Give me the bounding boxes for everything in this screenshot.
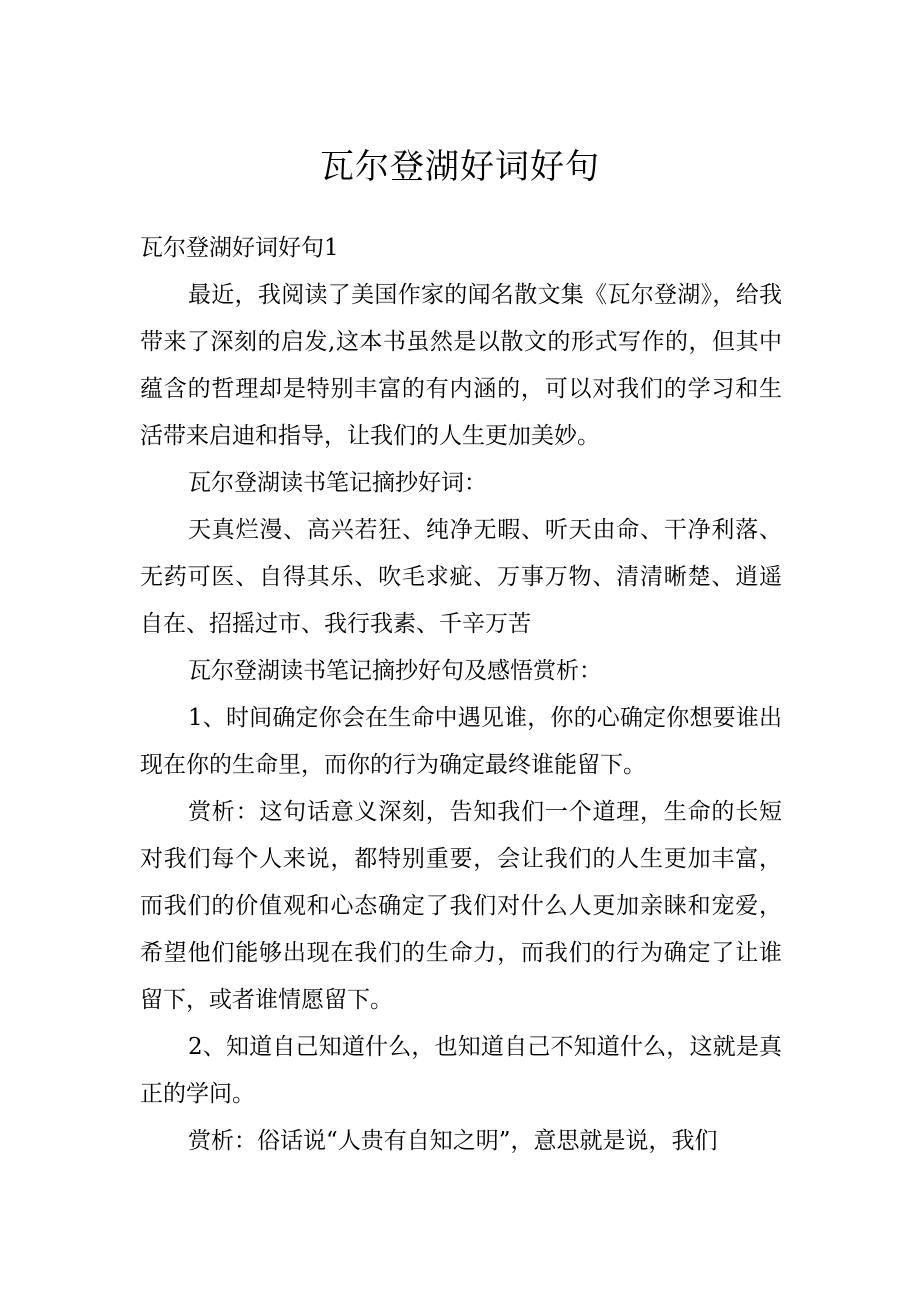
section-heading: 瓦尔登湖好词好句1 <box>140 235 339 261</box>
document-title: 瓦尔登湖好词好句 <box>320 147 600 187</box>
paragraph-good-words: 天真烂漫、高兴若狂、纯净无暇、听天由命、干净利落、无药可医、自得其乐、吹毛求疵、万事万物、清清晰楚、逍遥自在、招摇过市、我行我素、千辛万苦 <box>140 517 782 637</box>
paragraph-analysis-1: 赏析：这句话意义深刻，告知我们一个道理，生命的长短对我们每个人来说，都特别重要，会让我们的人生更加丰富，而我们的价值观和心态确定了我们对什么人更加亲睐和宠爱，希望他们能够出现在我们的生命力，而我们的行为确定了让谁留下，或者谁情愿留下。 <box>140 799 782 1013</box>
paragraph-good-sentences-heading: 瓦尔登湖读书笔记摘抄好句及感悟赏析： <box>188 658 602 684</box>
document-body <box>140 225 782 1165</box>
paragraph-good-words-heading: 瓦尔登湖读书笔记摘抄好词： <box>188 470 487 496</box>
paragraph-quote-1: 1、时间确定你会在生命中遇见谁，你的心确定你想要谁出现在你的生命里，而你的行为确定最终谁能留下。 <box>140 705 782 778</box>
paragraph-intro: 最近，我阅读了美国作家的闻名散文集《瓦尔登湖》，给我带来了深刻的启发,这本书虽然是以散文的形式写作的，但其中蕴含的哲理却是特别丰富的有内涵的，可以对我们的学习和生活带来启迪和指导，让我们的人生更加美妙。 <box>140 282 782 449</box>
paragraph-analysis-2: 赏析：俗话说“人贵有自知之明”，意思就是说，我们 <box>188 1128 718 1154</box>
paragraph-quote-2: 2、知道自己知道什么，也知道自己不知道什么，这就是真正的学问。 <box>140 1034 782 1107</box>
